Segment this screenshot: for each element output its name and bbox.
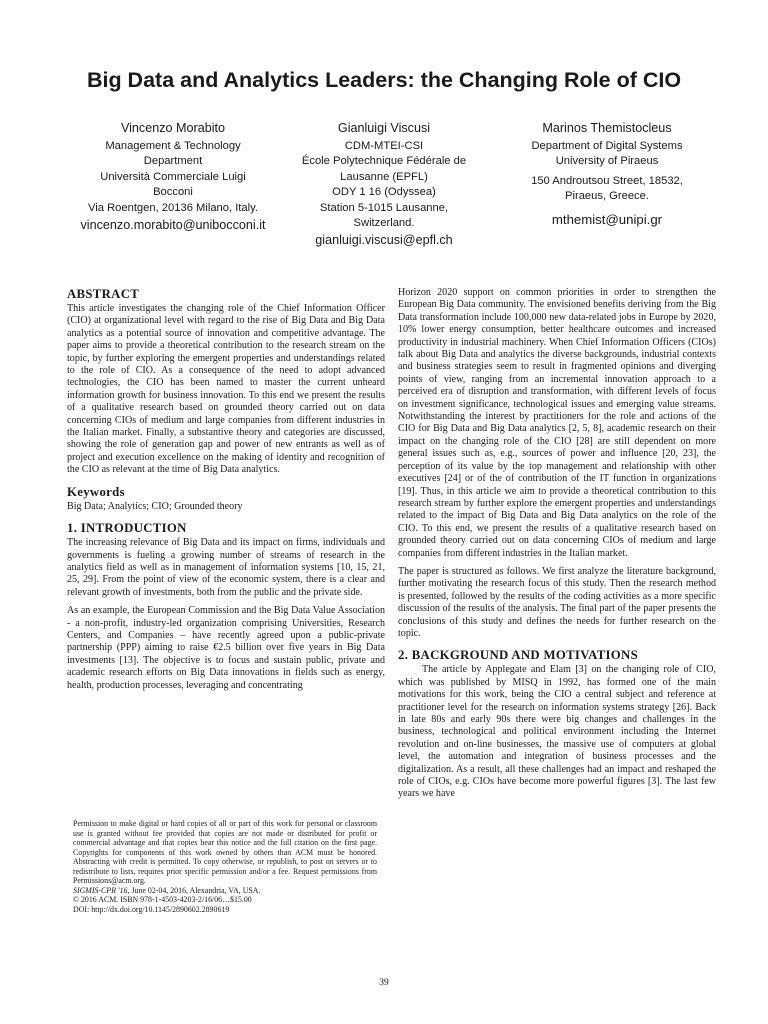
affiliation-line: 150 Androutsou Street, 18532, <box>531 174 683 187</box>
author-name: Vincenzo Morabito <box>120 121 226 135</box>
affiliation-line: Switzerland. <box>353 217 415 230</box>
keywords-text: Big Data; Analytics; CIO; Grounded theory <box>67 500 243 512</box>
author-2 <box>284 120 484 249</box>
author-email: vincenzo.morabito@unibocconi.it <box>80 218 266 233</box>
abstract-heading: ABSTRACT <box>67 287 140 301</box>
affiliation-line: University of Piraeus <box>555 155 659 168</box>
affiliation-line: Lausanne (EPFL) <box>340 170 428 183</box>
author-3 <box>494 120 720 228</box>
left-column <box>67 287 385 698</box>
body-paragraph: The paper is structured as follows. We first analyze the literature background, further motivating the research focus of this study. Then the research method is presented, followed by the results of the coding activities as a more specific discussion of the results of the analysis. The final part of the paper presents the conclusions of this study and defines the needs for further research on the topic. <box>398 565 716 639</box>
venue-details: , June 02-04, 2016, Alexandria, VA, USA. <box>127 885 261 895</box>
affiliation-line: Department <box>143 155 203 168</box>
permission-text: Permission to make digital or hard copies of all or part of this work for personal or classroom use is granted without fee provided that copies are not made or distributed for profit or commercial advantage and that copies bear this notice and the full citation on the first page. Copyrights for components of this work owned by others than ACM must be honored. Abstracting with credit is permitted. To copy otherwise, or republish, to post on servers or to redistribute to lists, requires prior specific permission and/or a fee. Request permissions from Permissions@acm.org. <box>73 819 377 886</box>
introduction-heading: 1. INTRODUCTION <box>67 521 187 536</box>
body-paragraph: Horizon 2020 support on common priorities in order to strengthen the European Big Data community. The envisioned benefits deriving from the Big Data transformation include 100,000 new data-related jobs in Europe by 2020, 10% lower energy consumption, better healthcare outcomes and increased productivity in industrial machinery. When Chief Information Officers (CIOs) talk about Big Data and analytics the diverse backgrounds, industrial contexts and business strategies seem to result in fragmented opinions and diverging points of view, ranging from an incremental innovation approach to a perceived era of disruption and transformation, with different levels of focus on investment significance, technological issues and emerging value streams. Notwithstanding the interest by practitioners for the role and actions of the CIO for Big Data and Big Data analytics [2, 5, 8], academic research on their impact on the changing role of the CIO [28] are still dependent on more general issues such as, e.g., sources of power and influence [20, 23], the perception of its value by the top management and relationship with other executives [24] or of the of contribution of the IT function in organizations [19]. Thus, in this article we aim to provide a theoretical contribution to this research stream by further explore the emergent properties and understandings related to the impact of Big Data and Big Data analytics on the role of the CIO. To this end, we present the results of a qualitative research based on grounded theory carried out on data concerning CIOs of medium and large companies from different industries in the Italian market. <box>398 287 716 559</box>
venue-line <box>73 886 377 896</box>
paper-title: Big Data and Analytics Leaders: the Changing Role of CIO <box>86 68 682 92</box>
affiliation-line: Management & Technology <box>105 140 241 152</box>
affiliation-line: Università Commerciale Luigi <box>100 170 246 183</box>
affiliation-line: Station 5-1015 Lausanne, <box>319 201 449 214</box>
abstract-text: This article investigates the changing role of the Chief Information Officer (CIO) at organizational level with regard to the rise of Big Data and Big Data analytics as a potential source of innovation and competitive advantage. The paper aims to provide a theoretical contribution to the research stream on the topic, by further exploring the emergent properties and understandings related to the role of CIO. As a consequence of the need to adopt advanced technologies, the CIO has been named to master the current unheard information growth for business innovation. To this end we present the results of a qualitative research based on grounded theory carried out on data concerning CIOs of medium and large companies from different industries in the Italian market. Finally, a substantive theory and categories are discussed, showing the role of generation gap and power of new entrants as well as of project and execution excellence on the making of identity and recognition of the CIO as relevant at the time of Big Data analytics. <box>67 303 385 476</box>
introduction-paragraph: The increasing relevance of Big Data and its impact on firms, individuals and governments is fueling a growing number of streams of research in the analytics field as well as in management of information systems [10, 15, 21, 25, 29]. From the point of view of the economic system, there is a clear and relevant growth of investments, both from the public and the private side. <box>67 537 385 598</box>
author-name: Marinos Themistocleus <box>542 121 672 135</box>
affiliation-line: ODY 1 16 (Odyssea) <box>332 186 436 199</box>
keywords-heading: Keywords <box>67 484 125 499</box>
author-block <box>66 120 728 260</box>
doi-line: DOI: http://dx.doi.org/10.1145/2890602.2890619 <box>73 904 230 914</box>
author-name: Gianluigi Viscusi <box>337 121 431 135</box>
affiliation-line: École Polytechnique Fédérale de <box>301 155 467 168</box>
affiliation-line: Via Roentgen, 20136 Milano, Italy. <box>88 201 258 214</box>
venue-name: SIGMIS-CPR '16 <box>73 885 128 895</box>
author-email: gianluigi.viscusi@epfl.ch <box>315 233 453 248</box>
copyright-line: © 2016 ACM. ISBN 978-1-4503-4203-2/16/06…$15.00 <box>73 895 252 905</box>
affiliation-line: CDM-MTEI-CSI <box>344 140 424 152</box>
background-heading: 2. BACKGROUND AND MOTIVATIONS <box>398 648 639 663</box>
author-1 <box>66 120 280 234</box>
affiliation-line: Bocconi <box>153 186 193 199</box>
affiliation-line: Department of Digital Systems <box>531 140 683 152</box>
page-number: 39 <box>379 978 389 988</box>
author-email: mthemist@unipi.gr <box>551 211 663 227</box>
introduction-paragraph: As an example, the European Commission and the Big Data Value Association - a non-profit, industry-led organization comprising Universities, Research Centers, and Companies – have recently agreed upon a public-private partnership (PPP) aiming to raise €2.5 billion over five years in Big Data investments [13]. The objective is to focus and sustain public, private and academic research efforts on Big Data innovations in fields such as energy, health, production processes, leveraging and concentrating <box>67 605 385 691</box>
right-column <box>398 287 716 807</box>
background-paragraph: The article by Applegate and Elam [3] on the changing role of CIO, which was published by MISQ in 1992, has formed one of the main motivations for this work, being the CIO a central subject and reference at practitioner level for the research on information systems strategy [26]. Back in late 80s and early 90s there were big changes and challenges in the business, technological and political environment including the Internet revolution and on-line businesses, the massive use of computers at global level, the automation and integration of business processes and the digitalization. As a result, all these challenges had an impact and reshaped the role of CIOs, e.g. CIOs have become more powerful figures [3]. The last few years we have <box>398 664 716 800</box>
permission-block <box>73 819 377 914</box>
affiliation-line: Piraeus, Greece. <box>565 190 649 203</box>
